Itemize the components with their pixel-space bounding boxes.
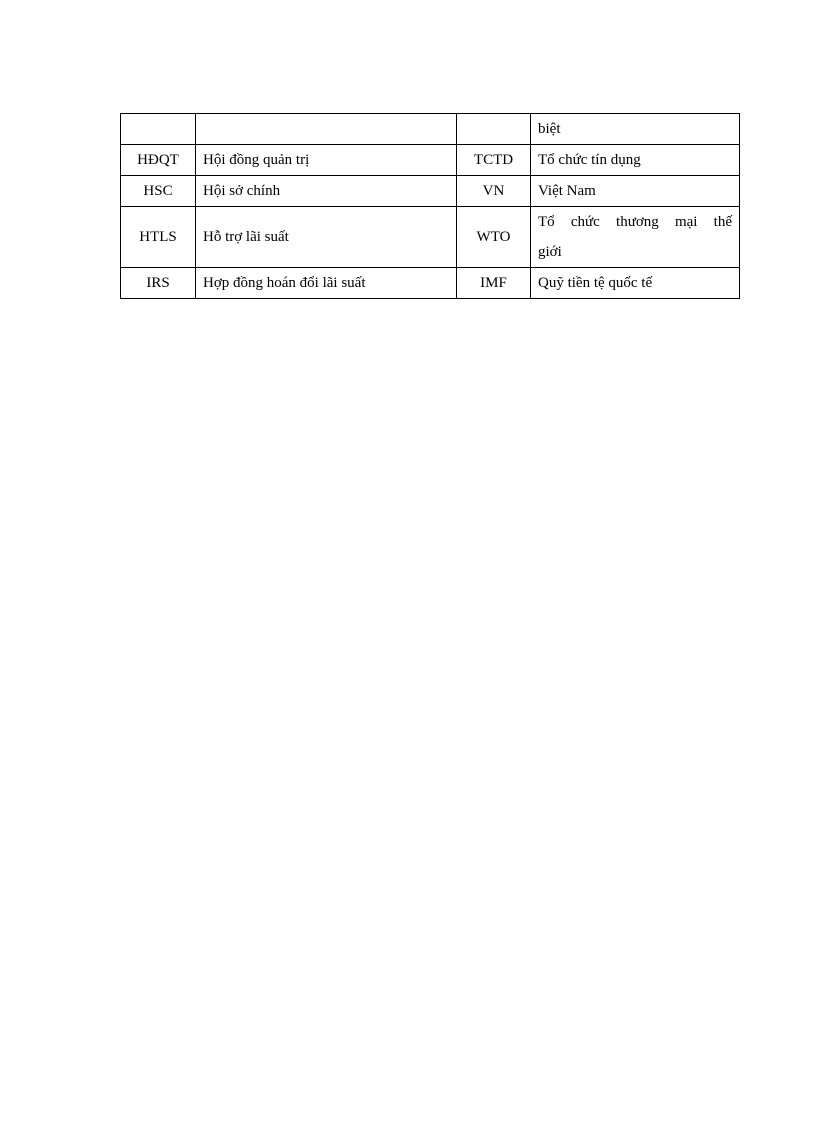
meaning-line: Tổ chức thương mại thế	[538, 214, 732, 230]
table-row	[121, 176, 740, 207]
abbreviation-table	[120, 113, 740, 299]
abbreviation-cell: IRS	[121, 268, 196, 299]
meaning-cell: Việt Nam	[531, 176, 740, 207]
abbreviation-cell: WTO	[457, 207, 531, 268]
meaning-cell	[196, 114, 457, 145]
abbreviation-cell: HTLS	[121, 207, 196, 268]
table-row	[121, 268, 740, 299]
table-row	[121, 114, 740, 145]
table-row	[121, 145, 740, 176]
meaning-cell	[531, 207, 740, 268]
abbreviation-cell: HSC	[121, 176, 196, 207]
meaning-cell: biệt	[531, 114, 740, 145]
meaning-cell: Tổ chức tín dụng	[531, 145, 740, 176]
meaning-cell: Hội đồng quản trị	[196, 145, 457, 176]
meaning-cell: Hợp đồng hoán đổi lãi suất	[196, 268, 457, 299]
abbreviation-cell: HĐQT	[121, 145, 196, 176]
abbreviation-cell: TCTD	[457, 145, 531, 176]
table-row	[121, 207, 740, 268]
abbreviation-cell	[457, 114, 531, 145]
meaning-cell: Hỗ trợ lãi suất	[196, 207, 457, 268]
abbreviation-cell: IMF	[457, 268, 531, 299]
meaning-line: giới	[538, 244, 562, 260]
meaning-cell: Quỹ tiền tệ quốc tế	[531, 268, 740, 299]
meaning-cell: Hội sở chính	[196, 176, 457, 207]
abbreviation-cell	[121, 114, 196, 145]
abbreviation-cell: VN	[457, 176, 531, 207]
